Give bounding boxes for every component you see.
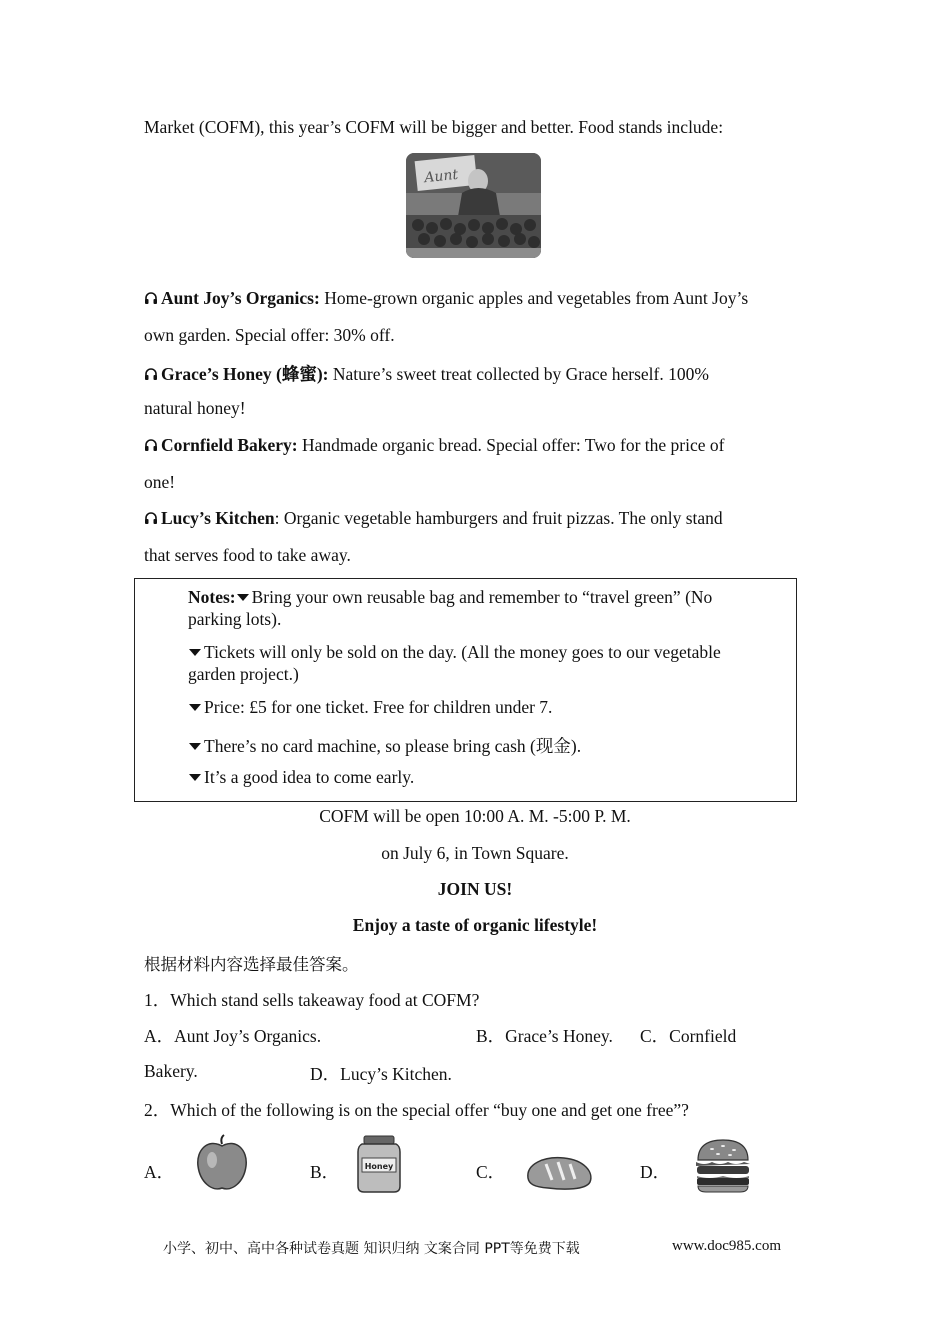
note-item-cont: garden project.) <box>188 664 299 684</box>
stand-cornfield-bakery <box>144 435 724 456</box>
headphone-icon <box>144 511 158 525</box>
intro-line: Market (COFM), this year’s COFM will be bigger and better. Food stands include: <box>144 117 724 137</box>
note-item: Tickets will only be sold on the day. (All the money goes to our vegetable <box>188 642 721 663</box>
note-item: Notes: Bring your own reusable bag and remember to “travel green” (No <box>188 587 713 607</box>
triangle-bullet-icon <box>189 704 201 711</box>
q2-stem: 2．Which of the following is on the special offer “buy one and get one free”? <box>144 1100 689 1120</box>
stand-name: Lucy’s Kitchen <box>161 508 275 528</box>
q1-option-a[interactable]: A．Aunt Joy’s Organics. <box>144 1026 322 1046</box>
bread-icon <box>524 1150 594 1192</box>
stand-desc: Home-grown organic apples and vegetables from Aunt Joy’s <box>319 288 749 308</box>
headphone-icon <box>144 291 158 305</box>
stand-name: Grace’s Honey (蜂蜜): <box>161 364 329 384</box>
q1-option-d[interactable]: D．Lucy’s Kitchen. <box>310 1064 452 1084</box>
triangle-bullet-icon <box>189 743 201 750</box>
stand-name: Aunt Joy’s Organics: <box>161 288 320 308</box>
stand-desc-cont: natural honey! <box>144 398 246 418</box>
notes-label: Notes: <box>188 587 236 607</box>
stand-aunt-joy <box>144 288 748 309</box>
market-stand-photo <box>406 153 541 258</box>
q2-option-c[interactable]: C． <box>476 1162 506 1182</box>
honey-jar-icon <box>356 1134 402 1194</box>
note-item-cont: parking lots). <box>188 609 282 629</box>
q2-option-d[interactable]: D． <box>640 1162 671 1182</box>
stand-grace-honey <box>144 361 709 386</box>
triangle-bullet-icon <box>189 649 201 656</box>
join-heading: JOIN US! <box>437 879 513 899</box>
q2-option-b[interactable]: B． <box>310 1162 340 1182</box>
note-item: Price: £5 for one ticket. Free for children under 7. <box>188 697 552 718</box>
stand-desc: Nature’s sweet treat collected by Grace herself. 100% <box>328 364 709 384</box>
note-item: It’s a good idea to come early. <box>188 767 414 788</box>
headphone-icon <box>144 367 158 381</box>
stand-desc: : Organic vegetable hamburgers and fruit pizzas. The only stand <box>274 508 723 528</box>
headphone-icon <box>144 438 158 452</box>
open-date-place: on July 6, in Town Square. <box>381 843 569 863</box>
svg-text:Aunt: Aunt <box>423 166 459 187</box>
q1-option-b[interactable]: B．Grace’s Honey. <box>476 1026 613 1046</box>
apple-icon <box>194 1134 250 1192</box>
q2-option-a[interactable]: A． <box>144 1162 175 1182</box>
stand-lucy-kitchen <box>144 508 723 529</box>
triangle-bullet-icon <box>189 774 201 781</box>
footer-url[interactable]: www.doc985.com <box>672 1238 782 1254</box>
q1-stem: 1．Which stand sells takeaway food at COFM? <box>144 990 480 1010</box>
stand-name: Cornfield Bakery: <box>161 435 298 455</box>
svg-text:Honey: Honey <box>364 1162 394 1171</box>
q1-option-c-cont: Bakery. <box>144 1061 198 1081</box>
stand-desc-cont: one! <box>144 472 176 492</box>
stand-desc-cont: that serves food to take away. <box>144 545 351 565</box>
instruction: 根据材料内容选择最佳答案。 <box>144 955 359 974</box>
footer-text: 小学、初中、高中各种试卷真题 知识归纳 文案合同 PPT等免费下载 <box>163 1241 580 1257</box>
stand-desc-cont: own garden. Special offer: 30% off. <box>144 325 395 345</box>
stand-desc: Handmade organic bread. Special offer: Two for the price of <box>297 435 725 455</box>
note-item: There’s no card machine, so please bring cash (现金). <box>188 733 581 758</box>
triangle-bullet-icon <box>237 594 249 601</box>
hamburger-icon <box>694 1136 752 1194</box>
open-hours: COFM will be open 10:00 A. M. -5:00 P. M. <box>319 806 631 826</box>
enjoy-heading: Enjoy a taste of organic lifestyle! <box>352 915 598 935</box>
q1-option-c[interactable]: C．Cornfield <box>640 1026 737 1046</box>
